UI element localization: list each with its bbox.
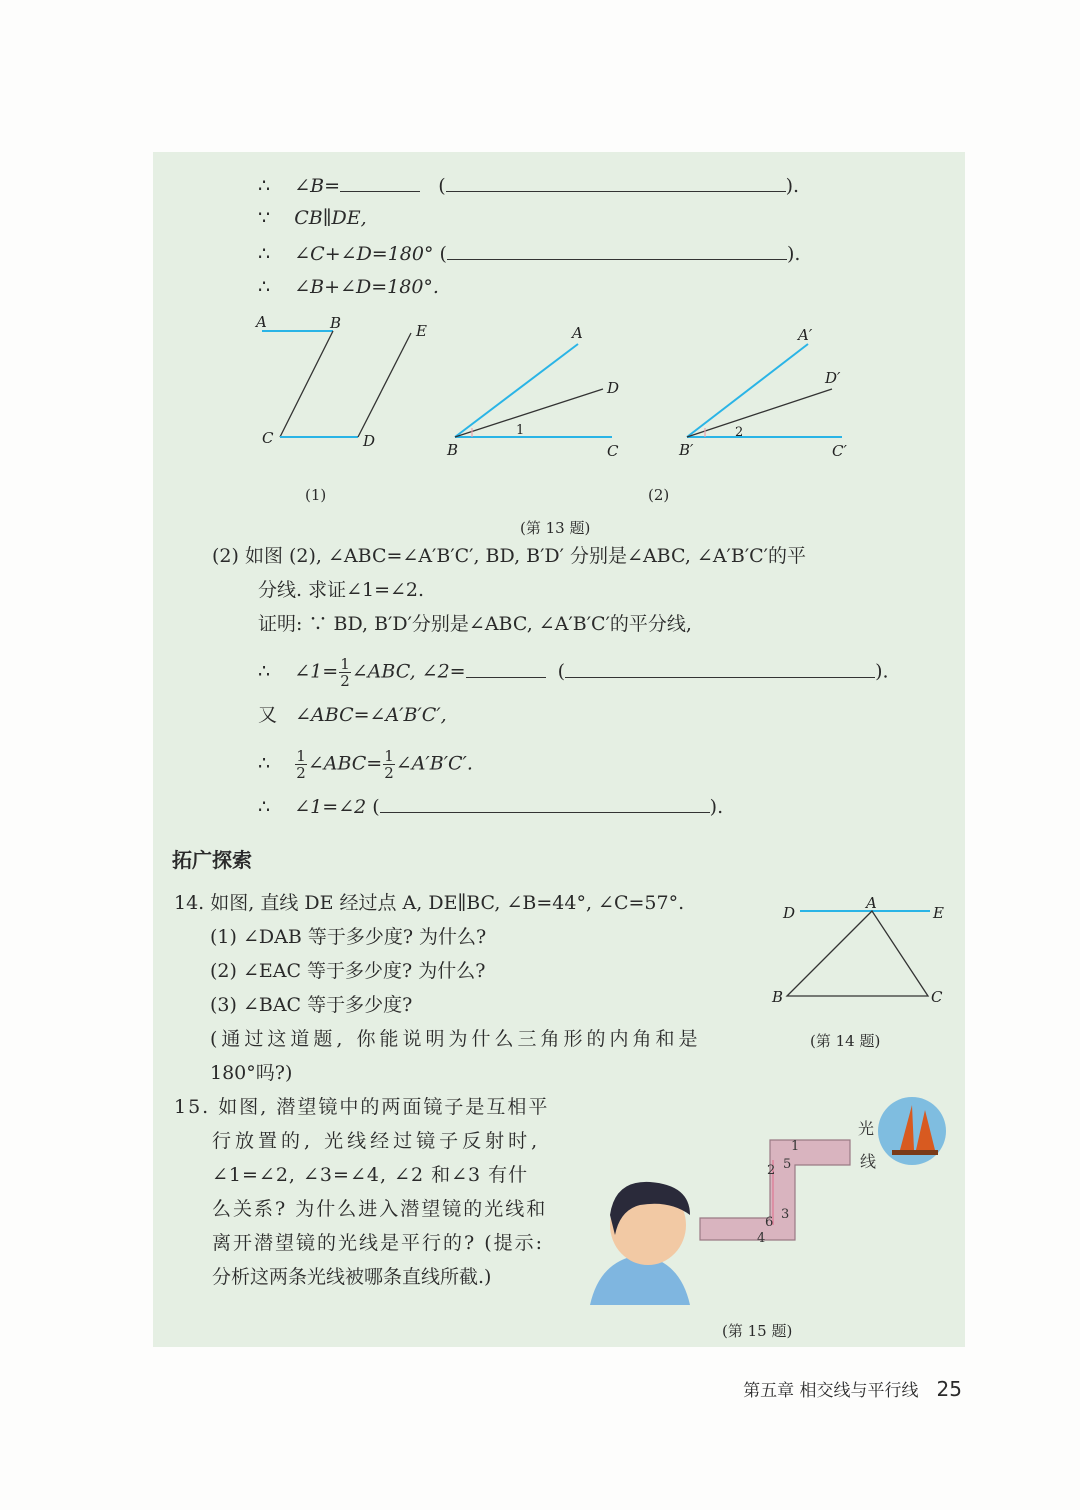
point-label: B′ bbox=[679, 441, 694, 459]
therefore-symbol: ∴ bbox=[258, 175, 271, 197]
fraction-half: $\frac{1}{2}$ bbox=[384, 747, 394, 782]
statement: ∠1= bbox=[294, 660, 339, 683]
statement: ∠ABC, ∠2= bbox=[351, 660, 466, 683]
question-15-text: 离开潜望镜的光线是平行的? (提示: bbox=[212, 1232, 545, 1254]
question-14-sub: (2) ∠EAC 等于多少度? 为什么? bbox=[210, 960, 486, 982]
paren: ( bbox=[372, 796, 380, 818]
light-label: 线 bbox=[860, 1152, 877, 1171]
statement: ∠1=∠2 bbox=[294, 796, 367, 818]
statement: ∠ABC= bbox=[307, 752, 383, 775]
figure-13-1 bbox=[254, 313, 427, 450]
question-15-text: 行放置的, 光线经过镜子反射时, bbox=[212, 1130, 542, 1152]
paren: ( bbox=[557, 660, 566, 683]
point-label: B bbox=[330, 314, 342, 332]
answer-blank[interactable] bbox=[466, 659, 546, 678]
boy-illustration bbox=[590, 1182, 690, 1305]
point-label: D bbox=[363, 432, 376, 450]
question-15-text: ∠1=∠2, ∠3=∠4, ∠2 和∠3 有什 bbox=[212, 1164, 529, 1186]
point-label: A bbox=[572, 324, 583, 342]
angle-label: 3 bbox=[781, 1207, 790, 1222]
therefore-symbol: ∴ bbox=[258, 660, 271, 683]
figure-13-2 bbox=[446, 324, 619, 460]
question-15-text: 分析这两条光线被哪条直线所截.) bbox=[212, 1266, 492, 1288]
therefore-symbol: ∴ bbox=[258, 276, 271, 298]
angle-label: 1 bbox=[516, 423, 525, 438]
proof-step-1 bbox=[258, 656, 889, 689]
therefore-symbol: ∴ bbox=[258, 796, 271, 818]
figure-caption: (第 15 题) bbox=[722, 1322, 793, 1340]
angle-label: 6 bbox=[765, 1215, 774, 1230]
figure-sublabel: (1) bbox=[305, 486, 327, 504]
page-footer bbox=[743, 1376, 962, 1401]
statement: ∠A′B′C′. bbox=[395, 752, 473, 775]
paren: ). bbox=[786, 243, 801, 265]
question-text: 分线. 求证∠1=∠2. bbox=[258, 579, 425, 601]
paren: ( bbox=[438, 175, 446, 197]
paren: ( bbox=[439, 243, 447, 265]
proof-text: 证明: ∵ BD, B′D′分别是∠ABC, ∠A′B′C′的平分线, bbox=[258, 613, 692, 635]
point-label: B bbox=[772, 988, 784, 1006]
question-14-sub: (1) ∠DAB 等于多少度? 为什么? bbox=[210, 926, 487, 948]
angle-label: 2 bbox=[767, 1163, 776, 1178]
point-label: A′ bbox=[798, 326, 813, 344]
reason-blank[interactable] bbox=[565, 659, 875, 678]
light-label: 光 bbox=[858, 1119, 875, 1138]
page-number: 25 bbox=[936, 1377, 962, 1401]
angle-label: 2 bbox=[735, 425, 744, 440]
paren: ). bbox=[785, 175, 800, 197]
figure-caption: (第 14 题) bbox=[810, 1032, 881, 1050]
point-label: A bbox=[866, 894, 877, 912]
figure-caption: (第 13 题) bbox=[520, 519, 591, 537]
statement: ∠B= bbox=[294, 175, 341, 197]
angle-label: 5 bbox=[783, 1157, 792, 1172]
point-label: C′ bbox=[832, 442, 847, 460]
section-heading: 拓广探索 bbox=[172, 848, 252, 872]
proof-step-3 bbox=[258, 748, 473, 781]
angle-label: 1 bbox=[791, 1139, 800, 1154]
question-14-note: 180°吗?) bbox=[210, 1062, 293, 1084]
question-15-text: 么关系? 为什么进入潜望镜的光线和 bbox=[212, 1198, 548, 1220]
question-15-text: 15. 如图, 潜望镜中的两面镜子是互相平 bbox=[174, 1096, 550, 1118]
fraction-half: $\frac{1}{2}$ bbox=[296, 747, 306, 782]
figure-13-3 bbox=[678, 326, 847, 460]
figure-15-periscope bbox=[590, 1097, 946, 1305]
question-text: (2) 如图 (2), ∠ABC=∠A′B′C′, BD, B′D′ 分别是∠ABC, ∠A′B′C′的平 bbox=[212, 545, 807, 567]
statement: ∠B+∠D=180°. bbox=[294, 276, 439, 298]
therefore-symbol: ∴ bbox=[258, 243, 271, 265]
point-label: C bbox=[607, 442, 619, 460]
point-label: C bbox=[262, 429, 274, 447]
figure-14 bbox=[771, 894, 944, 1006]
paren: ). bbox=[875, 660, 889, 683]
point-label: D bbox=[607, 379, 620, 397]
reason-blank[interactable] bbox=[380, 794, 710, 813]
therefore-symbol: ∴ bbox=[258, 752, 271, 775]
chapter-title: 第五章 相交线与平行线 bbox=[743, 1381, 919, 1401]
also-symbol: 又 bbox=[258, 704, 278, 726]
point-label: D′ bbox=[825, 369, 841, 387]
fraction-half: $\frac{1}{2}$ bbox=[340, 655, 350, 690]
statement: ∠C+∠D=180° bbox=[294, 243, 434, 265]
angle-label: 4 bbox=[757, 1231, 766, 1246]
proof-step-2 bbox=[258, 703, 447, 727]
paren: ). bbox=[709, 796, 724, 818]
point-label: E bbox=[416, 322, 427, 340]
question-14-stem: 14. 如图, 直线 DE 经过点 A, DE∥BC, ∠B=44°, ∠C=57°. bbox=[174, 892, 685, 914]
statement: CB∥DE, bbox=[294, 207, 367, 229]
statement: ∠ABC=∠A′B′C′, bbox=[295, 704, 447, 726]
question-14-note: (通过这道题, 你能说明为什么三角形的内角和是 bbox=[210, 1028, 702, 1050]
question-14-sub: (3) ∠BAC 等于多少度? bbox=[210, 994, 413, 1016]
point-label: A bbox=[256, 313, 267, 331]
figure-sublabel: (2) bbox=[648, 486, 670, 504]
point-label: E bbox=[933, 904, 944, 922]
point-label: B bbox=[447, 441, 459, 459]
because-symbol: ∵ bbox=[258, 207, 271, 229]
point-label: D bbox=[783, 904, 796, 922]
point-label: C bbox=[931, 988, 943, 1006]
proof-step-4 bbox=[258, 794, 723, 819]
